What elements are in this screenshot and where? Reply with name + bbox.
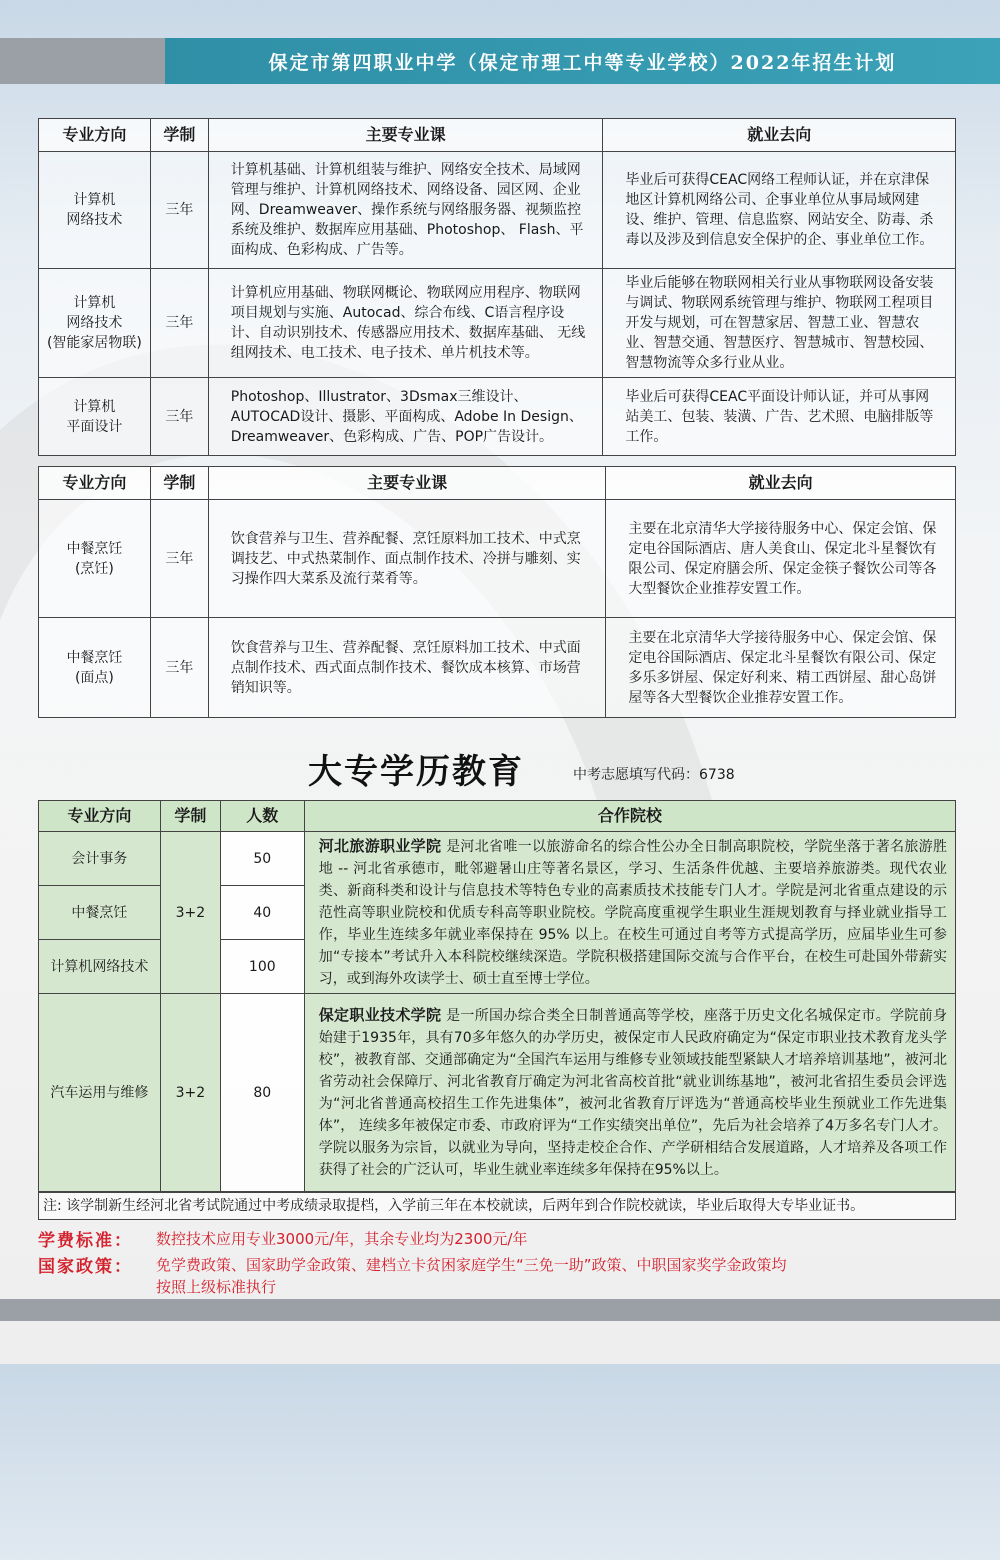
major-cell: 中餐烹饪 (烹饪) (39, 500, 151, 618)
header-major: 专业方向 (39, 119, 151, 152)
courses-cell: 计算机基础、计算机组装与维护、网络安全技术、局域网管理与维护、计算机网络技术、网络设备、园区网、企业网、Dreamweaver、操作系统与网络服务器、视频监控系统及维护、数据库应用基础、Photoshop、 Flash、平面构成、色彩构成、广告等。 (208, 152, 603, 269)
major-cell: 计算机 网络技术 (39, 152, 151, 269)
years-cell: 3+2 (160, 832, 220, 994)
employment-cell: 毕业后能够在物联网相关行业从事物联网设备安装与调试、物联网系统管理与维护、物联网工程项目开发与规划，可在智慧家居、智慧工业、智慧农业、智慧交通、智慧医疗、智慧城市、智慧校园、智慧物流等众多行业从业。 (603, 269, 956, 378)
major-cell: 计算机网络技术 (39, 940, 161, 994)
section-title: 大专学历教育 (308, 752, 524, 792)
header-major: 专业方向 (39, 467, 151, 500)
table-row (39, 152, 956, 269)
footnote: 注: 该学制新生经河北省考试院通过中考成绩录取提档，入学前三年在本校就读，后两年到合作院校就读，毕业后取得大专毕业证书。 (38, 1192, 956, 1220)
major-cell: 汽车运用与维修 (39, 994, 161, 1192)
page-title: 保定市第四职业中学（保定市理工中等专业学校）2022年招生计划 (165, 38, 1000, 84)
header-employment: 就业去向 (606, 467, 956, 500)
major-cell: 中餐烹饪 (面点) (39, 618, 151, 718)
policy-label: 国家政策： (38, 1257, 133, 1277)
count-cell: 40 (220, 886, 304, 940)
header-years: 学制 (160, 801, 220, 832)
table-row (39, 269, 956, 378)
years-cell: 三年 (150, 500, 208, 618)
policy-line-2: 按照上级标准执行 (156, 1278, 277, 1296)
years-cell: 三年 (150, 152, 208, 269)
table-row (39, 378, 956, 456)
table-header-row (39, 467, 956, 500)
years-cell: 三年 (150, 378, 208, 456)
college-cell (304, 832, 955, 994)
table-header-row (39, 801, 956, 832)
years-cell: 三年 (150, 269, 208, 378)
culinary-majors-table (38, 466, 956, 718)
header-employment: 就业去向 (603, 119, 956, 152)
count-cell: 80 (220, 994, 304, 1192)
college-description: 是河北省唯一以旅游命名的综合性公办全日制高职院校，学院坐落于著名旅游胜地 -- 河北省承德市，毗邻避暑山庄等著名景区，学习、生活条件优越、主要培养旅游类。现代农业类、新商科类和设计与信息技术等特色专业的高素质技术技能专门人才。学院是河北省重点建设的示范性高等职业院校和优质专科高等职业院校。学院高度重视学生职业生涯规划教育与择业就业指导工作，毕业生连续多年就业率保持在 95% 以上。在校生可通过自考等方式提高学历，应届毕业生可参加“专接本”考试升入本科院校继续深造。学院积极搭建国际交流与合作平台，在校生可赴国外带薪实习，或到海外攻读学士、硕士直至博士学位。 (318, 839, 948, 987)
table-row (39, 618, 956, 718)
table-header-row (39, 119, 956, 152)
courses-cell: 饮食营养与卫生、营养配餐、烹饪原料加工技术、中式面点制作技术、西式面点制作技术、餐饮成本核算、市场营销知识等。 (208, 618, 606, 718)
courses-cell: 计算机应用基础、物联网概论、物联网应用程序、物联网项目规划与实施、Autocad、综合布线、C语言程序设计、自动识别技术、传感器应用技术、数据库基础、 无线组网技术、电工技术、电子技术、单片机技术等。 (208, 269, 603, 378)
count-cell: 50 (220, 832, 304, 886)
college-name: 河北旅游职业学院 (318, 837, 442, 855)
employment-cell: 主要在北京清华大学接待服务中心、保定会馆、保定电谷国际酒店、保定北斗星餐饮有限公司、保定多乐多饼屋、保定好利来、精工西饼屋、甜心岛饼屋等各大型餐饮企业推荐安置工作。 (606, 618, 956, 718)
major-cell: 计算机 平面设计 (39, 378, 151, 456)
header-college: 合作院校 (304, 801, 955, 832)
courses-cell: 饮食营养与卫生、营养配餐、烹饪原料加工技术、中式烹调技艺、中式热菜制作、面点制作技术、冷拼与雕刻、实习操作四大菜系及流行菜肴等。 (208, 500, 606, 618)
header-years: 学制 (150, 467, 208, 500)
footer-band (0, 1299, 1000, 1321)
college-name: 保定职业技术学院 (318, 1006, 442, 1024)
count-cell: 100 (220, 940, 304, 994)
header-years: 学制 (150, 119, 208, 152)
college-cell (304, 994, 955, 1192)
employment-cell: 毕业后可获得CEAC平面设计师认证，并可从事网站美工、包装、装潢、广告、艺术照、电脑排版等工作。 (603, 378, 956, 456)
college-description: 是一所国办综合类全日制普通高等学校，座落于历史文化名城保定市。学院前身始建于1935年，具有70多年悠久的办学历史，被保定市人民政府确定为“保定市职业技术教育龙头学校”，被教育部、交通部确定为“全国汽车运用与维修专业领域技能型紧缺人才培养培训基地”，被河北省劳动社会保障厅、河北省教育厅确定为河北省高校首批“就业训练基地”，被河北省招生委员会评选为“河北省普通高校招生工作先进集体”，被河北省教育厅评选为“普通高校毕业生预就业工作先进集体”， 连续多年被保定市委、市政府评为“工作实绩突出单位”，先后为社会培养了4万多名专门人才。学院以服务为宗旨，以就业为导向，坚持走校企合作、产学研相结合发展道路，人才培养及各项工作获得了社会的广泛认可，毕业生就业率连续多年保持在95%以上。 (318, 1008, 948, 1178)
tuition-label: 学费标准： (38, 1231, 133, 1251)
computer-majors-table (38, 118, 956, 456)
header-count: 人数 (220, 801, 304, 832)
college-programs-table (38, 800, 956, 1192)
header-major: 专业方向 (39, 801, 161, 832)
application-code: 中考志愿填写代码：6738 (573, 767, 735, 783)
table-row (39, 832, 956, 886)
major-cell: 计算机 网络技术 (智能家居物联) (39, 269, 151, 378)
major-cell: 中餐烹饪 (39, 886, 161, 940)
table-row (39, 994, 956, 1192)
header-courses: 主要专业课 (208, 119, 603, 152)
employment-cell: 主要在北京清华大学接待服务中心、保定会馆、保定电谷国际酒店、唐人美食山、保定北斗星餐饮有限公司、保定府膳会所、保定金筷子餐饮公司等各大型餐饮企业推荐安置工作。 (606, 500, 956, 618)
major-cell: 会计事务 (39, 832, 161, 886)
policy-line-1: 免学费政策、国家助学金政策、建档立卡贫困家庭学生“三免一助”政策、中职国家奖学金政策均 (156, 1256, 787, 1274)
employment-cell: 毕业后可获得CEAC网络工程师认证，并在京津保地区计算机网络公司、企事业单位从事局域网建设、维护、管理、信息监察、网站安全、防毒、杀毒以及涉及到信息安全保护的企、事业单位工作。 (603, 152, 956, 269)
table-row (39, 500, 956, 618)
years-cell: 3+2 (160, 994, 220, 1192)
years-cell: 三年 (150, 618, 208, 718)
header-courses: 主要专业课 (208, 467, 606, 500)
tuition-text: 数控技术应用专业3000元/年，其余专业均为2300元/年 (156, 1230, 528, 1248)
courses-cell: Photoshop、Illustrator、3Dsmax三维设计、AUTOCAD设计、摄影、平面构成、Adobe In Design、Dreamweaver、色彩构成、广告、POP广告设计。 (208, 378, 603, 456)
